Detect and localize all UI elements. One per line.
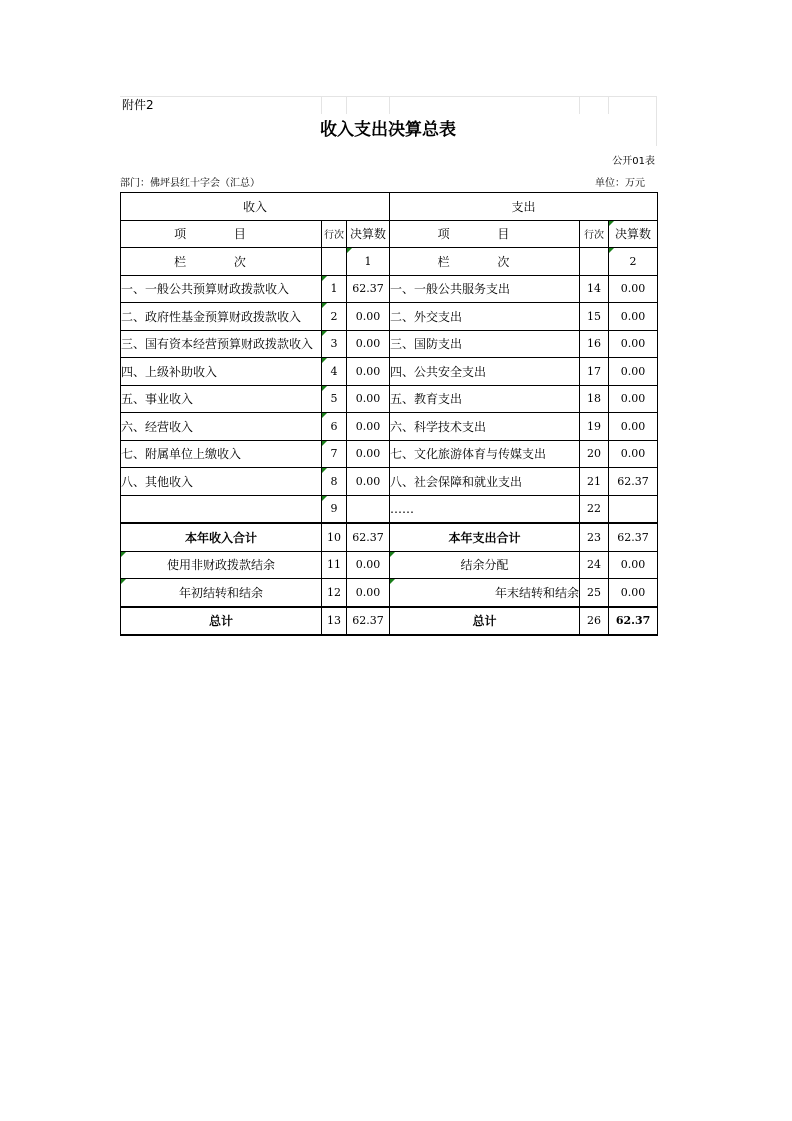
grand-total-row (121, 607, 658, 636)
income-item: 五、事业收入 (121, 385, 322, 413)
expense-amount (609, 495, 658, 523)
income-line: 3 (322, 330, 347, 358)
income-line-header: 行次 (322, 220, 347, 248)
income-line: 13 (322, 607, 347, 636)
unit-label: 单位：万元 (595, 178, 645, 189)
income-column-label: 栏 次 (121, 248, 322, 276)
income-item: 一、一般公共预算财政拨款收入 (121, 275, 322, 303)
expense-line: 16 (580, 330, 609, 358)
income-amount: 0.00 (347, 440, 390, 468)
expense-item: 结余分配 (390, 551, 580, 579)
expense-item: 四、公共安全支出 (390, 358, 580, 386)
expense-item: 八、社会保障和就业支出 (390, 468, 580, 496)
income-item: 八、其他收入 (121, 468, 322, 496)
income-year-total-label: 本年收入合计 (121, 523, 322, 551)
attachment-label: 附件2 (122, 98, 154, 112)
expense-line: 18 (580, 385, 609, 413)
empty-cell (322, 248, 347, 276)
income-amount (347, 495, 390, 523)
gridline (321, 96, 322, 114)
table-row (121, 330, 658, 358)
income-line: 11 (322, 551, 347, 579)
expense-line: 20 (580, 440, 609, 468)
expense-item: 七、文化旅游体育与传媒支出 (390, 440, 580, 468)
expense-line: 24 (580, 551, 609, 579)
expense-item: 六、科学技术支出 (390, 413, 580, 441)
income-amount: 0.00 (347, 330, 390, 358)
expense-amount: 0.00 (609, 413, 658, 441)
income-line: 2 (322, 303, 347, 331)
income-item: 使用非财政拨款结余 (121, 551, 322, 579)
income-amount: 0.00 (347, 385, 390, 413)
table-row (121, 385, 658, 413)
expense-year-total-amount: 62.37 (609, 523, 658, 551)
income-line: 6 (322, 413, 347, 441)
income-amount-header: 决算数 (347, 220, 390, 248)
expense-item: 一、一般公共服务支出 (390, 275, 580, 303)
expense-column-label: 栏 次 (390, 248, 580, 276)
income-line: 4 (322, 358, 347, 386)
expense-amount: 0.00 (609, 303, 658, 331)
expense-item: …… (390, 495, 580, 523)
expense-line: 17 (580, 358, 609, 386)
gridline (656, 96, 657, 114)
expense-amount: 0.00 (609, 330, 658, 358)
attachment-row (120, 96, 657, 114)
income-year-total-amount: 62.37 (347, 523, 390, 551)
table-row (121, 551, 658, 579)
expense-line: 19 (580, 413, 609, 441)
department-label: 部门：佛坪县红十字会（汇总） (120, 178, 260, 189)
meta-row (120, 168, 657, 192)
section-header-row (121, 193, 658, 221)
income-amount: 0.00 (347, 303, 390, 331)
income-item: 三、国有资本经营预算财政拨款收入 (121, 330, 322, 358)
expense-line: 26 (580, 607, 609, 636)
income-header: 收入 (121, 193, 390, 221)
table-row (121, 358, 658, 386)
income-line: 7 (322, 440, 347, 468)
year-total-row (121, 523, 658, 551)
income-item (121, 495, 322, 523)
expense-amount: 0.00 (609, 358, 658, 386)
income-expense-table (120, 192, 658, 636)
report-sheet (120, 96, 657, 636)
income-line: 9 (322, 495, 347, 523)
gridline (389, 96, 390, 114)
expense-line: 22 (580, 495, 609, 523)
column-number-row (121, 248, 658, 276)
expense-line: 15 (580, 303, 609, 331)
form-code: 公开01表 (612, 156, 655, 167)
gridline (346, 96, 347, 114)
expense-item-header: 项 目 (390, 220, 580, 248)
income-item: 年初结转和结余 (121, 579, 322, 607)
income-amount: 62.37 (347, 275, 390, 303)
income-line: 5 (322, 385, 347, 413)
table-row (121, 275, 658, 303)
table-row (121, 495, 658, 523)
expense-line: 25 (580, 579, 609, 607)
expense-amount: 0.00 (609, 579, 658, 607)
income-line: 12 (322, 579, 347, 607)
income-line: 10 (322, 523, 347, 551)
expense-line: 23 (580, 523, 609, 551)
income-item: 二、政府性基金预算财政拨款收入 (121, 303, 322, 331)
income-grand-total-label: 总计 (121, 607, 322, 636)
expense-amount: 0.00 (609, 551, 658, 579)
expense-amount: 62.37 (609, 468, 658, 496)
expense-amount: 0.00 (609, 275, 658, 303)
income-column-number: 1 (347, 248, 390, 276)
income-amount: 0.00 (347, 358, 390, 386)
income-item-header: 项 目 (121, 220, 322, 248)
expense-column-number: 2 (609, 248, 658, 276)
title-row (120, 114, 657, 146)
expense-item: 年末结转和结余 (390, 579, 580, 607)
gridline (608, 96, 609, 114)
gridline (579, 96, 580, 114)
income-grand-total-amount: 62.37 (347, 607, 390, 636)
expense-amount-header: 决算数 (609, 220, 658, 248)
table-row (121, 468, 658, 496)
income-item: 六、经营收入 (121, 413, 322, 441)
expense-line: 21 (580, 468, 609, 496)
expense-grand-total-amount: 62.37 (609, 607, 658, 636)
empty-cell (580, 248, 609, 276)
table-row (121, 303, 658, 331)
expense-item: 五、教育支出 (390, 385, 580, 413)
form-code-row (120, 146, 657, 168)
expense-header: 支出 (390, 193, 658, 221)
income-line: 8 (322, 468, 347, 496)
column-header-row (121, 220, 658, 248)
income-amount: 0.00 (347, 579, 390, 607)
income-item: 四、上级补助收入 (121, 358, 322, 386)
income-item: 七、附属单位上缴收入 (121, 440, 322, 468)
income-amount: 0.00 (347, 468, 390, 496)
expense-year-total-label: 本年支出合计 (390, 523, 580, 551)
table-row (121, 579, 658, 607)
income-line: 1 (322, 275, 347, 303)
expense-item: 二、外交支出 (390, 303, 580, 331)
expense-line: 14 (580, 275, 609, 303)
income-amount: 0.00 (347, 551, 390, 579)
report-title: 收入支出决算总表 (320, 120, 456, 140)
expense-line-header: 行次 (580, 220, 609, 248)
table-row (121, 413, 658, 441)
expense-amount: 0.00 (609, 385, 658, 413)
income-amount: 0.00 (347, 413, 390, 441)
expense-amount: 0.00 (609, 440, 658, 468)
table-row (121, 440, 658, 468)
expense-grand-total-label: 总计 (390, 607, 580, 636)
expense-item: 三、国防支出 (390, 330, 580, 358)
